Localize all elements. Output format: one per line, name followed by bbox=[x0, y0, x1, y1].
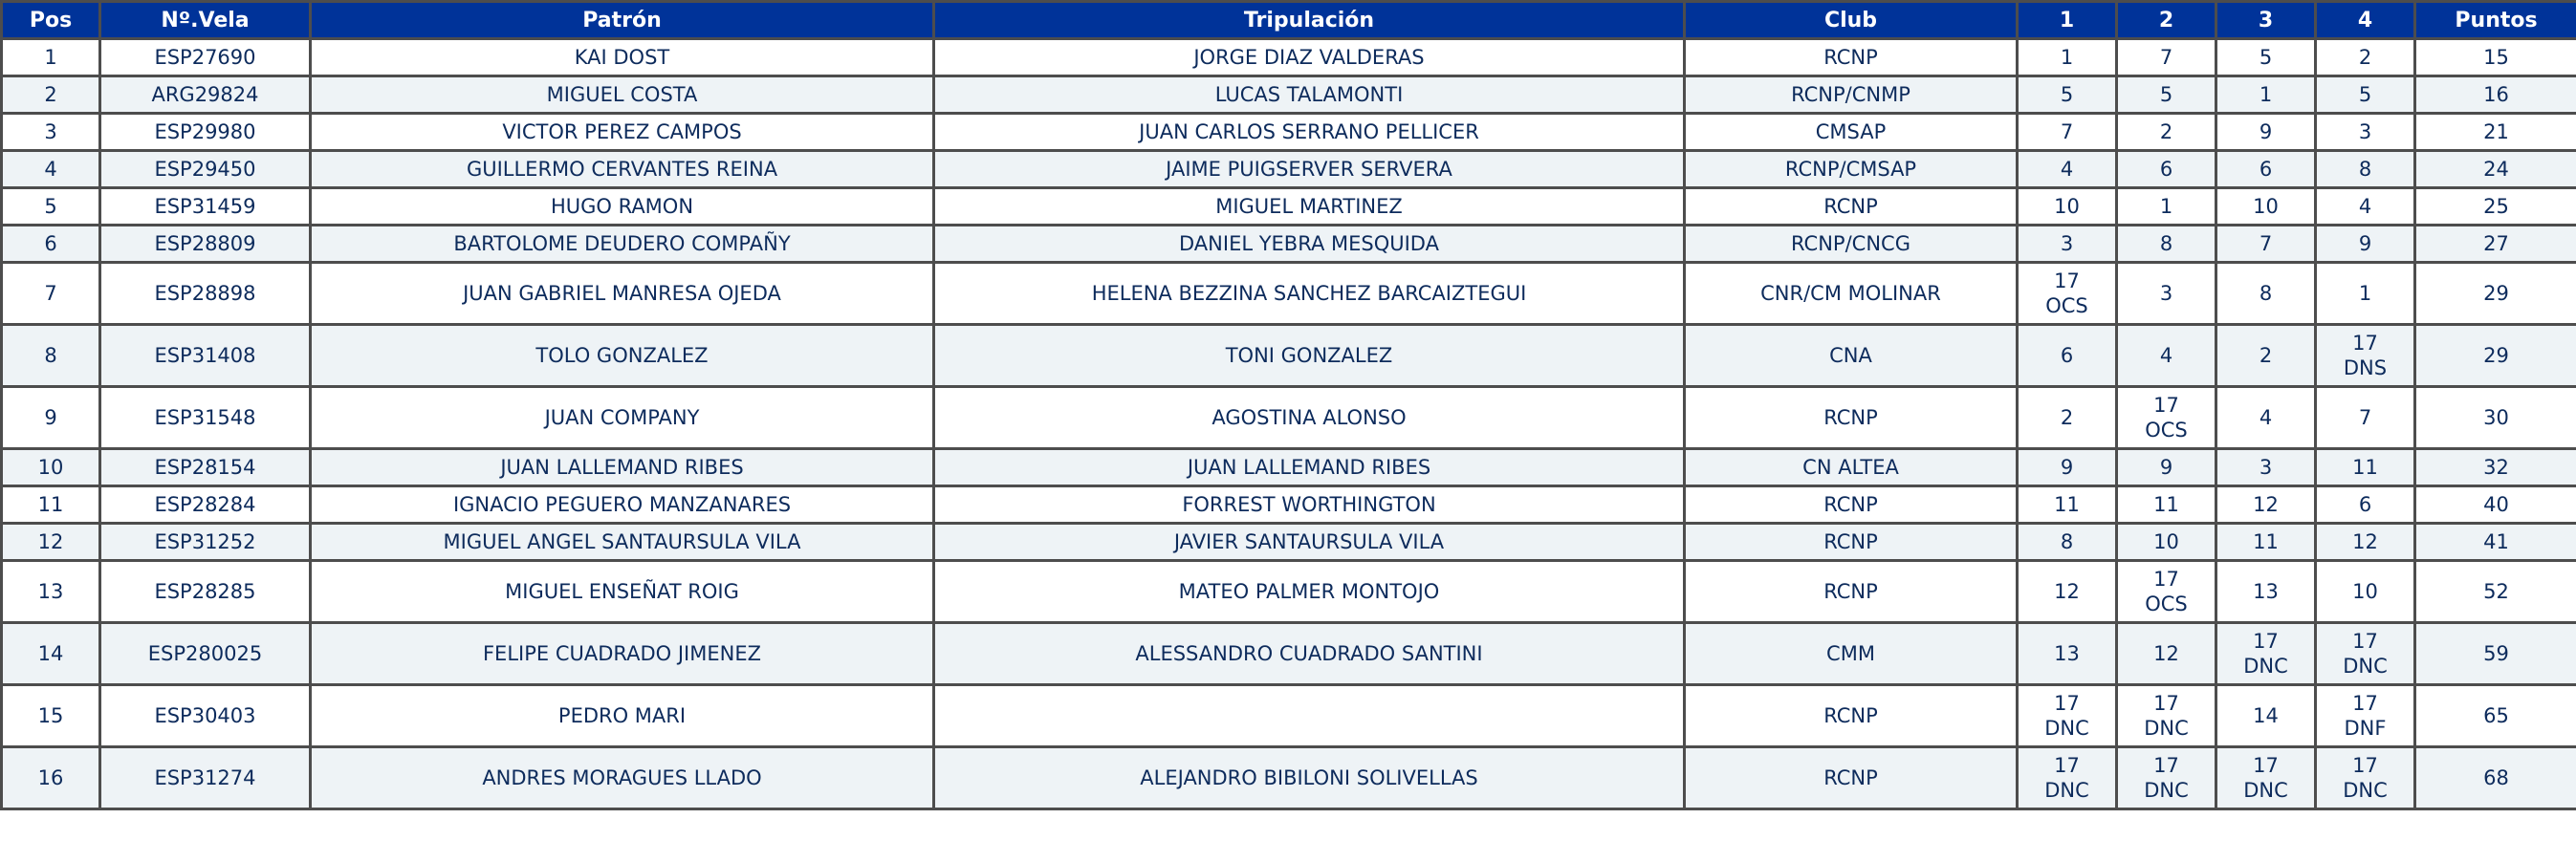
cell-race-2 bbox=[2117, 387, 2216, 449]
cell-patron: JUAN LALLEMAND RIBES bbox=[311, 449, 934, 486]
cell-race-2 bbox=[2117, 188, 2216, 226]
cell-race-4 bbox=[2316, 524, 2415, 561]
cell-race-3 bbox=[2216, 114, 2316, 151]
table-row bbox=[2, 39, 2576, 76]
cell-puntos: 52 bbox=[2415, 561, 2576, 623]
penalty-code: DNC bbox=[2343, 779, 2388, 802]
race-points: 3 bbox=[2060, 232, 2074, 255]
cell-vela: ESP29450 bbox=[100, 151, 311, 188]
cell-race-4 bbox=[2316, 76, 2415, 114]
cell-race-2 bbox=[2117, 449, 2216, 486]
cell-race-1 bbox=[2018, 39, 2117, 76]
cell-race-1 bbox=[2018, 387, 2117, 449]
cell-vela: ESP28898 bbox=[100, 263, 311, 325]
cell-club: RCNP/CNMP bbox=[1685, 76, 2018, 114]
cell-tripulacion: JAVIER SANTAURSULA VILA bbox=[934, 524, 1685, 561]
cell-race-1 bbox=[2018, 325, 2117, 387]
cell-patron: MIGUEL COSTA bbox=[311, 76, 934, 114]
race-points: 7 bbox=[2358, 406, 2372, 429]
cell-puntos: 59 bbox=[2415, 623, 2576, 685]
race-points: 5 bbox=[2060, 83, 2074, 106]
cell-pos: 14 bbox=[2, 623, 100, 685]
cell-race-1 bbox=[2018, 188, 2117, 226]
table-row bbox=[2, 486, 2576, 524]
cell-puntos: 25 bbox=[2415, 188, 2576, 226]
header-vela: Nº.Vela bbox=[100, 2, 311, 39]
cell-patron: JUAN COMPANY bbox=[311, 387, 934, 449]
cell-race-2 bbox=[2117, 76, 2216, 114]
cell-patron: GUILLERMO CERVANTES REINA bbox=[311, 151, 934, 188]
cell-patron: MIGUEL ANGEL SANTAURSULA VILA bbox=[311, 524, 934, 561]
cell-club: RCNP bbox=[1685, 486, 2018, 524]
cell-club: RCNP bbox=[1685, 685, 2018, 747]
cell-race-1 bbox=[2018, 561, 2117, 623]
race-points: 12 bbox=[2054, 580, 2080, 603]
cell-club: RCNP bbox=[1685, 561, 2018, 623]
race-points: 8 bbox=[2159, 232, 2173, 255]
cell-puntos: 24 bbox=[2415, 151, 2576, 188]
cell-race-4 bbox=[2316, 747, 2415, 809]
race-points: 7 bbox=[2060, 120, 2074, 143]
cell-puntos: 29 bbox=[2415, 325, 2576, 387]
cell-puntos: 27 bbox=[2415, 226, 2576, 263]
cell-vela: ESP31548 bbox=[100, 387, 311, 449]
race-points: 17 bbox=[2253, 754, 2279, 777]
cell-race-1 bbox=[2018, 263, 2117, 325]
penalty-code: DNC bbox=[2343, 655, 2388, 678]
cell-pos: 11 bbox=[2, 486, 100, 524]
race-points: 6 bbox=[2259, 158, 2273, 181]
cell-vela: ESP30403 bbox=[100, 685, 311, 747]
cell-puntos: 16 bbox=[2415, 76, 2576, 114]
table-row bbox=[2, 325, 2576, 387]
cell-puntos: 21 bbox=[2415, 114, 2576, 151]
race-points: 17 bbox=[2352, 630, 2378, 653]
cell-race-1 bbox=[2018, 747, 2117, 809]
cell-tripulacion: HELENA BEZZINA SANCHEZ BARCAIZTEGUI bbox=[934, 263, 1685, 325]
race-points: 4 bbox=[2060, 158, 2074, 181]
header-puntos: Puntos bbox=[2415, 2, 2576, 39]
race-points: 3 bbox=[2259, 456, 2273, 479]
cell-puntos: 30 bbox=[2415, 387, 2576, 449]
race-points: 11 bbox=[2054, 493, 2080, 516]
race-points: 17 bbox=[2352, 332, 2378, 355]
cell-tripulacion: TONI GONZALEZ bbox=[934, 325, 1685, 387]
cell-pos: 3 bbox=[2, 114, 100, 151]
cell-tripulacion: JUAN LALLEMAND RIBES bbox=[934, 449, 1685, 486]
cell-club: CNA bbox=[1685, 325, 2018, 387]
cell-race-3 bbox=[2216, 486, 2316, 524]
table-row bbox=[2, 76, 2576, 114]
cell-pos: 4 bbox=[2, 151, 100, 188]
header-club: Club bbox=[1685, 2, 2018, 39]
cell-pos: 5 bbox=[2, 188, 100, 226]
cell-puntos: 29 bbox=[2415, 263, 2576, 325]
table-row bbox=[2, 387, 2576, 449]
race-points: 7 bbox=[2259, 232, 2273, 255]
cell-vela: ESP27690 bbox=[100, 39, 311, 76]
cell-vela: ESP28154 bbox=[100, 449, 311, 486]
cell-tripulacion: JAIME PUIGSERVER SERVERA bbox=[934, 151, 1685, 188]
cell-race-4 bbox=[2316, 561, 2415, 623]
race-points: 17 bbox=[2153, 692, 2179, 715]
cell-tripulacion: ALESSANDRO CUADRADO SANTINI bbox=[934, 623, 1685, 685]
cell-club: RCNP bbox=[1685, 188, 2018, 226]
race-points: 5 bbox=[2259, 46, 2273, 69]
cell-race-1 bbox=[2018, 151, 2117, 188]
penalty-code: DNC bbox=[2243, 779, 2288, 802]
header-tripulacion: Tripulación bbox=[934, 2, 1685, 39]
race-points: 17 bbox=[2153, 754, 2179, 777]
cell-vela: ESP31408 bbox=[100, 325, 311, 387]
cell-race-1 bbox=[2018, 449, 2117, 486]
cell-race-2 bbox=[2117, 623, 2216, 685]
cell-pos: 13 bbox=[2, 561, 100, 623]
race-points: 6 bbox=[2358, 493, 2372, 516]
race-points: 4 bbox=[2159, 344, 2173, 367]
cell-race-2 bbox=[2117, 325, 2216, 387]
race-points: 7 bbox=[2159, 46, 2173, 69]
cell-club: RCNP/CNCG bbox=[1685, 226, 2018, 263]
race-points: 1 bbox=[2259, 83, 2273, 106]
race-points: 10 bbox=[2253, 195, 2279, 218]
cell-club: RCNP/CMSAP bbox=[1685, 151, 2018, 188]
race-points: 17 bbox=[2253, 630, 2279, 653]
cell-patron: HUGO RAMON bbox=[311, 188, 934, 226]
race-points: 17 bbox=[2153, 568, 2179, 591]
cell-patron: KAI DOST bbox=[311, 39, 934, 76]
cell-tripulacion: JUAN CARLOS SERRANO PELLICER bbox=[934, 114, 1685, 151]
cell-vela: ESP28284 bbox=[100, 486, 311, 524]
table-row bbox=[2, 263, 2576, 325]
cell-race-3 bbox=[2216, 325, 2316, 387]
cell-puntos: 15 bbox=[2415, 39, 2576, 76]
cell-race-3 bbox=[2216, 524, 2316, 561]
table-row bbox=[2, 623, 2576, 685]
race-points: 4 bbox=[2358, 195, 2372, 218]
cell-pos: 7 bbox=[2, 263, 100, 325]
table-row bbox=[2, 114, 2576, 151]
header-patron: Patrón bbox=[311, 2, 934, 39]
cell-race-3 bbox=[2216, 151, 2316, 188]
race-points: 17 bbox=[2153, 394, 2179, 417]
race-points: 3 bbox=[2159, 282, 2173, 305]
cell-pos: 10 bbox=[2, 449, 100, 486]
cell-vela: ESP280025 bbox=[100, 623, 311, 685]
penalty-code: DNC bbox=[2243, 655, 2288, 678]
cell-race-2 bbox=[2117, 263, 2216, 325]
cell-race-4 bbox=[2316, 449, 2415, 486]
cell-race-3 bbox=[2216, 623, 2316, 685]
cell-race-2 bbox=[2117, 747, 2216, 809]
header-row bbox=[2, 2, 2576, 39]
cell-patron: ANDRES MORAGUES LLADO bbox=[311, 747, 934, 809]
cell-pos: 12 bbox=[2, 524, 100, 561]
race-points: 8 bbox=[2358, 158, 2372, 181]
cell-tripulacion: MIGUEL MARTINEZ bbox=[934, 188, 1685, 226]
race-points: 10 bbox=[2054, 195, 2080, 218]
cell-race-3 bbox=[2216, 561, 2316, 623]
race-points: 6 bbox=[2060, 344, 2074, 367]
penalty-code: OCS bbox=[2045, 294, 2088, 317]
race-points: 2 bbox=[2060, 406, 2074, 429]
cell-race-1 bbox=[2018, 486, 2117, 524]
cell-patron: IGNACIO PEGUERO MANZANARES bbox=[311, 486, 934, 524]
cell-club: RCNP bbox=[1685, 747, 2018, 809]
header-race-2: 2 bbox=[2117, 2, 2216, 39]
cell-tripulacion: MATEO PALMER MONTOJO bbox=[934, 561, 1685, 623]
cell-patron: BARTOLOME DEUDERO COMPAÑY bbox=[311, 226, 934, 263]
header-race-3: 3 bbox=[2216, 2, 2316, 39]
cell-tripulacion: JORGE DIAZ VALDERAS bbox=[934, 39, 1685, 76]
header-race-1: 1 bbox=[2018, 2, 2117, 39]
race-points: 10 bbox=[2153, 530, 2179, 553]
cell-race-4 bbox=[2316, 486, 2415, 524]
cell-race-1 bbox=[2018, 114, 2117, 151]
cell-patron: FELIPE CUADRADO JIMENEZ bbox=[311, 623, 934, 685]
penalty-code: OCS bbox=[2145, 593, 2188, 615]
race-points: 9 bbox=[2060, 456, 2074, 479]
race-points: 11 bbox=[2352, 456, 2378, 479]
table-row bbox=[2, 449, 2576, 486]
cell-pos: 8 bbox=[2, 325, 100, 387]
race-points: 5 bbox=[2159, 83, 2173, 106]
cell-race-4 bbox=[2316, 685, 2415, 747]
table-row bbox=[2, 685, 2576, 747]
cell-tripulacion: FORREST WORTHINGTON bbox=[934, 486, 1685, 524]
cell-race-3 bbox=[2216, 685, 2316, 747]
race-points: 17 bbox=[2352, 692, 2378, 715]
race-points: 17 bbox=[2054, 269, 2080, 292]
table-row bbox=[2, 747, 2576, 809]
table-row bbox=[2, 561, 2576, 623]
cell-race-2 bbox=[2117, 226, 2216, 263]
header-race-4: 4 bbox=[2316, 2, 2415, 39]
race-points: 9 bbox=[2259, 120, 2273, 143]
cell-race-1 bbox=[2018, 226, 2117, 263]
cell-race-1 bbox=[2018, 76, 2117, 114]
cell-pos: 1 bbox=[2, 39, 100, 76]
race-points: 1 bbox=[2159, 195, 2173, 218]
cell-pos: 15 bbox=[2, 685, 100, 747]
cell-race-3 bbox=[2216, 39, 2316, 76]
cell-vela: ESP31459 bbox=[100, 188, 311, 226]
race-points: 2 bbox=[2259, 344, 2273, 367]
cell-race-2 bbox=[2117, 561, 2216, 623]
cell-race-4 bbox=[2316, 114, 2415, 151]
cell-race-3 bbox=[2216, 188, 2316, 226]
cell-race-2 bbox=[2117, 114, 2216, 151]
penalty-code: OCS bbox=[2145, 419, 2188, 442]
cell-vela: ESP31274 bbox=[100, 747, 311, 809]
race-points: 2 bbox=[2159, 120, 2173, 143]
cell-patron: MIGUEL ENSEÑAT ROIG bbox=[311, 561, 934, 623]
cell-club: RCNP bbox=[1685, 387, 2018, 449]
race-points: 12 bbox=[2153, 642, 2179, 665]
cell-pos: 2 bbox=[2, 76, 100, 114]
cell-puntos: 40 bbox=[2415, 486, 2576, 524]
results-body bbox=[2, 39, 2576, 809]
race-points: 13 bbox=[2253, 580, 2279, 603]
race-points: 3 bbox=[2358, 120, 2372, 143]
race-points: 9 bbox=[2159, 456, 2173, 479]
cell-race-2 bbox=[2117, 486, 2216, 524]
cell-tripulacion: AGOSTINA ALONSO bbox=[934, 387, 1685, 449]
cell-race-3 bbox=[2216, 449, 2316, 486]
cell-puntos: 32 bbox=[2415, 449, 2576, 486]
race-points: 12 bbox=[2352, 530, 2378, 553]
cell-race-2 bbox=[2117, 685, 2216, 747]
penalty-code: DNC bbox=[2144, 779, 2189, 802]
cell-vela: ESP28809 bbox=[100, 226, 311, 263]
race-points: 13 bbox=[2054, 642, 2080, 665]
cell-race-3 bbox=[2216, 263, 2316, 325]
race-points: 1 bbox=[2358, 282, 2372, 305]
race-points: 17 bbox=[2054, 692, 2080, 715]
cell-puntos: 41 bbox=[2415, 524, 2576, 561]
race-points: 4 bbox=[2259, 406, 2273, 429]
cell-vela: ESP28285 bbox=[100, 561, 311, 623]
cell-club: CN ALTEA bbox=[1685, 449, 2018, 486]
race-points: 5 bbox=[2358, 83, 2372, 106]
cell-race-4 bbox=[2316, 623, 2415, 685]
race-points: 8 bbox=[2060, 530, 2074, 553]
cell-race-2 bbox=[2117, 151, 2216, 188]
cell-tripulacion: ALEJANDRO BIBILONI SOLIVELLAS bbox=[934, 747, 1685, 809]
cell-puntos: 65 bbox=[2415, 685, 2576, 747]
cell-race-4 bbox=[2316, 39, 2415, 76]
race-points: 10 bbox=[2352, 580, 2378, 603]
penalty-code: DNC bbox=[2144, 717, 2189, 740]
cell-pos: 16 bbox=[2, 747, 100, 809]
cell-pos: 6 bbox=[2, 226, 100, 263]
race-points: 6 bbox=[2159, 158, 2173, 181]
cell-club: RCNP bbox=[1685, 524, 2018, 561]
cell-race-1 bbox=[2018, 685, 2117, 747]
cell-vela: ESP29980 bbox=[100, 114, 311, 151]
cell-club: CMM bbox=[1685, 623, 2018, 685]
penalty-code: DNS bbox=[2343, 356, 2388, 379]
race-points: 14 bbox=[2253, 704, 2279, 727]
cell-race-1 bbox=[2018, 623, 2117, 685]
cell-race-3 bbox=[2216, 387, 2316, 449]
cell-race-3 bbox=[2216, 747, 2316, 809]
race-points: 17 bbox=[2352, 754, 2378, 777]
cell-patron: TOLO GONZALEZ bbox=[311, 325, 934, 387]
cell-race-4 bbox=[2316, 226, 2415, 263]
cell-race-4 bbox=[2316, 325, 2415, 387]
cell-race-1 bbox=[2018, 524, 2117, 561]
table-row bbox=[2, 226, 2576, 263]
cell-tripulacion bbox=[934, 685, 1685, 747]
penalty-code: DNC bbox=[2044, 717, 2089, 740]
race-points: 1 bbox=[2060, 46, 2074, 69]
header-pos: Pos bbox=[2, 2, 100, 39]
cell-race-2 bbox=[2117, 524, 2216, 561]
race-points: 11 bbox=[2253, 530, 2279, 553]
penalty-code: DNC bbox=[2044, 779, 2089, 802]
cell-club: CMSAP bbox=[1685, 114, 2018, 151]
cell-tripulacion: LUCAS TALAMONTI bbox=[934, 76, 1685, 114]
cell-race-3 bbox=[2216, 76, 2316, 114]
cell-vela: ARG29824 bbox=[100, 76, 311, 114]
table-row bbox=[2, 524, 2576, 561]
penalty-code: DNF bbox=[2344, 717, 2387, 740]
cell-pos: 9 bbox=[2, 387, 100, 449]
cell-race-3 bbox=[2216, 226, 2316, 263]
race-points: 12 bbox=[2253, 493, 2279, 516]
cell-patron: VICTOR PEREZ CAMPOS bbox=[311, 114, 934, 151]
race-points: 2 bbox=[2358, 46, 2372, 69]
cell-race-2 bbox=[2117, 39, 2216, 76]
cell-puntos: 68 bbox=[2415, 747, 2576, 809]
race-points: 11 bbox=[2153, 493, 2179, 516]
table-row bbox=[2, 151, 2576, 188]
cell-tripulacion: DANIEL YEBRA MESQUIDA bbox=[934, 226, 1685, 263]
cell-club: RCNP bbox=[1685, 39, 2018, 76]
cell-club: CNR/CM MOLINAR bbox=[1685, 263, 2018, 325]
cell-vela: ESP31252 bbox=[100, 524, 311, 561]
cell-race-4 bbox=[2316, 151, 2415, 188]
race-points: 9 bbox=[2358, 232, 2372, 255]
cell-patron: JUAN GABRIEL MANRESA OJEDA bbox=[311, 263, 934, 325]
cell-race-4 bbox=[2316, 188, 2415, 226]
race-points: 8 bbox=[2259, 282, 2273, 305]
cell-race-4 bbox=[2316, 263, 2415, 325]
cell-patron: PEDRO MARI bbox=[311, 685, 934, 747]
race-points: 17 bbox=[2054, 754, 2080, 777]
table-row bbox=[2, 188, 2576, 226]
cell-race-4 bbox=[2316, 387, 2415, 449]
